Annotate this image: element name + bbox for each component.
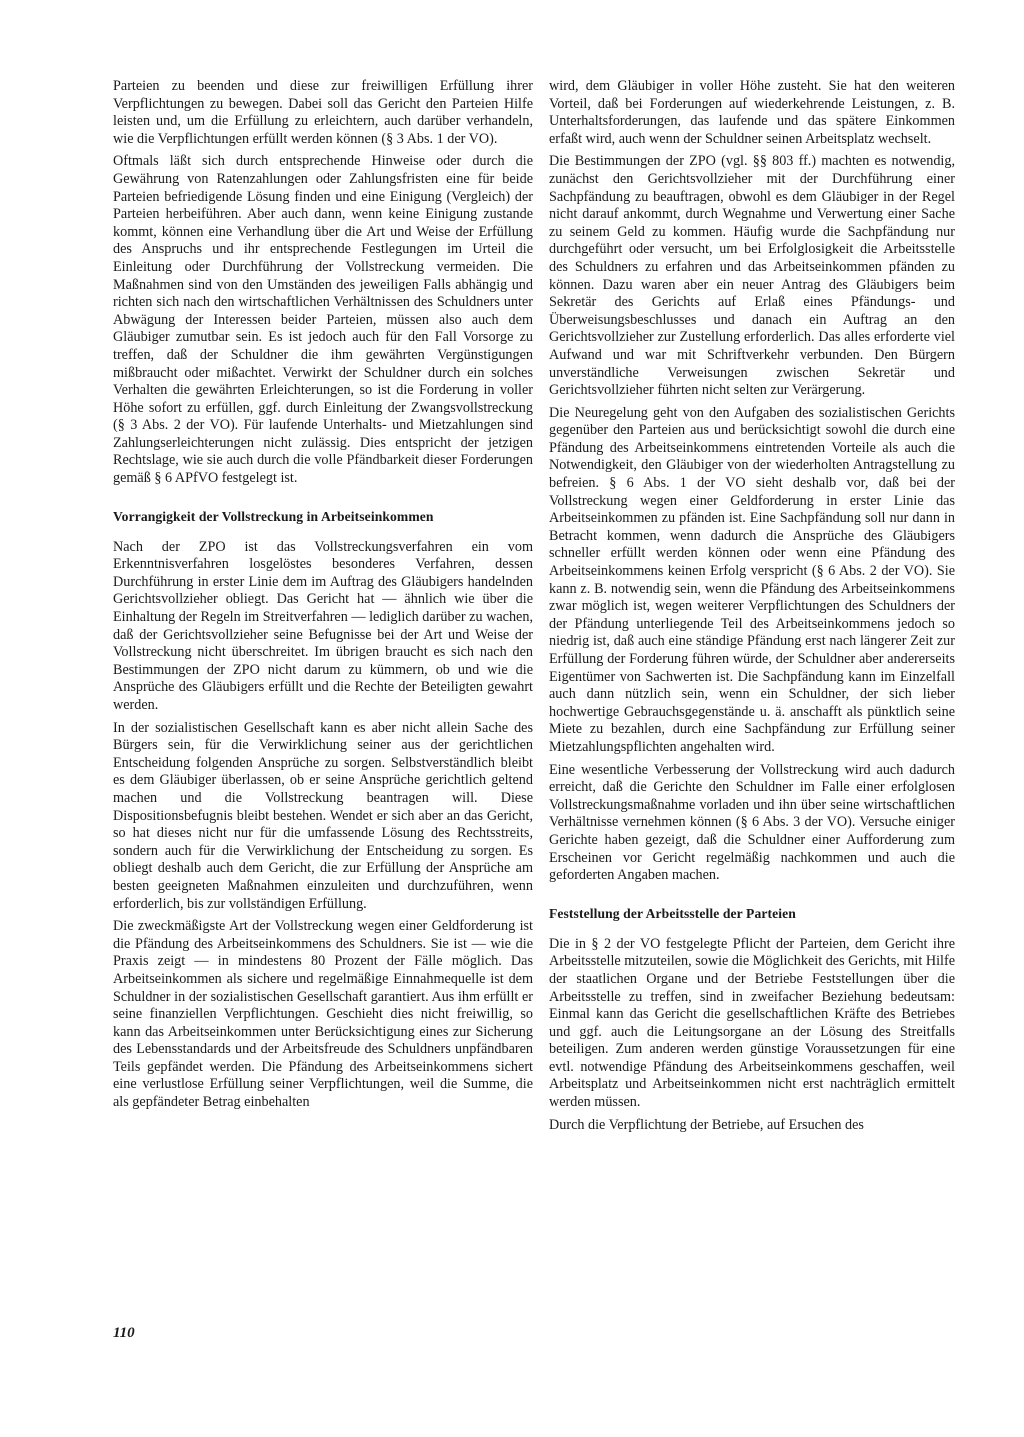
left-paragraph-2: Oftmals läßt sich durch entsprechende Hinweise oder durch die Gewährung von Ratenzahlungen oder Zahlungsfristen eine für beide Parteien befriedigende Lösung finden und eine Einigung (Vergleich) der Parteien herbeiführen. Aber auch dann, wenn keine Einigung zustande kommt, können eine Verhandlung über die Art und Weise der Erfüllung des Anspruchs und ihr entsprechende Festlegungen im Urteil die Einleitung oder Durchführung der Vollstreckung vermeiden. Die Maßnahmen sind von den Umständen des jeweiligen Falls abhängig und richten sich nach den wirtschaftlichen Verhältnissen des Schuldners unter Abwägung der Interessen beider Parteien, müssen also auch dem Gläubiger zumutbar sein. Es ist jedoch auch für den Fall Vorsorge zu treffen, daß der Schuldner die ihm gewährten Vergünstigungen mißbraucht oder mißachtet. Verwirkt der Schuldner durch ein solches Verhalten die gewährten Erleichterungen, so ist die Forderung in voller Höhe sofort zu erfüllen, ggf. durch Einleitung der Zwangsvollstreckung (§ 3 Abs. 2 der VO). Für laufende Unterhalts- und Mietzahlungen sind Zahlungserleichterungen nicht zulässig. Dies entspricht der jetzigen Rechtslage, wie sie auch durch die volle Pfändbarkeit dieser Forderungen gemäß § 6 APfVO festgelegt ist.	[113, 153, 533, 487]
left-paragraph-4: In der sozialistischen Gesellschaft kann es aber nicht allein Sache des Bürgers sein, für die Verwirklichung seiner aus der gerichtlichen Entscheidung folgenden Ansprüche zu sorgen. Selbstverständlich bleibt es dem Gläubiger überlassen, ob er seine Ansprüche gerichtlich geltend machen und die Vollstreckung beantragen will. Diese Dispositionsbefugnis bleibt bestehen. Wendet er sich aber an das Gericht, so hat dieses nicht nur für die umfassende Lösung des Rechtsstreits, sondern auch für die Verwirklichung der Entscheidung zu sorgen. Es obliegt deshalb auch dem Gericht, die zur Erfüllung der Ansprüche am besten geeigneten Maßnahmen einzuleiten und durchzuführen, wenn erforderlich, bis zur vollständigen Erfüllung.	[113, 719, 533, 912]
section-heading-vorrangigkeit: Vorrangigkeit der Vollstreckung in Arbeitseinkommen	[113, 508, 434, 524]
right-paragraph-5: Die in § 2 der VO festgelegte Pflicht der Parteien, dem Gericht ihre Arbeitsstelle mitzuteilen, sowie die Möglichkeit des Gerichts, mit Hilfe der staatlichen Organe und der Betriebe Feststellungen über die Arbeitsstelle zu treffen, sind in zweifacher Beziehung bedeutsam: Einmal kann das Gericht die gesellschaftlichen Kräfte des Betriebes und ggf. auch die Leitungsorgane an der Lösung des Streitfalls beteiligen. Zum anderen werden günstige Voraussetzungen für eine evtl. notwendige Pfändung des Arbeitseinkommens geschaffen, weil Arbeitsplatz und Arbeitseinkommen nicht erst nachträglich ermittelt werden müssen.	[549, 935, 955, 1111]
page-number: 110	[113, 1325, 135, 1341]
left-paragraph-1: Parteien zu beenden und diese zur freiwilligen Erfüllung ihrer Verpflichtungen zu bewegen. Dabei soll das Gericht den Parteien Hilfe leisten und, um die Erfüllung zu erleichtern, auch darüber verhandeln, wie die Verpflichtungen erfüllt werden können (§ 3 Abs. 1 der VO).	[113, 78, 533, 147]
right-paragraph-2: Die Bestimmungen der ZPO (vgl. §§ 803 ff.) machten es notwendig, zunächst den Gerichtsvollzieher mit der Durchführung einer Sachpfändung zu beauftragen, obwohl es dem Gläubiger in der Regel nicht darauf ankommt, durch Wegnahme und Verwertung einer Sache zu seinem Geld zu kommen. Häufig wurde die Sachpfändung nur durchgeführt oder versucht, um bei Erfolglosigkeit die Arbeitsstelle des Schuldners zu erfahren und das Arbeitseinkommen pfänden zu können. Dazu waren aber ein neuer Antrag des Gläubigers beim Sekretär des Gerichts auf Erlaß eines Pfändungs- und Überweisungsbeschlusses und danach ein Auftrag an den Gerichtsvollzieher zur Zustellung erforderlich. Das alles erforderte viel Aufwand und war mit Schriftverkehr verbunden. Den Bürgern unverständliche Verweisungen zwischen Sekretär und Gerichtsvollzieher führten nicht selten zur Verärgerung.	[549, 153, 955, 399]
section-heading-feststellung: Feststellung der Arbeitsstelle der Parteien	[549, 905, 796, 921]
right-paragraph-4: Eine wesentliche Verbesserung der Vollstreckung wird auch dadurch erreicht, daß die Gerichte den Schuldner im Falle einer erfolglosen Vollstreckungsmaßnahme vorladen und ihn über seine wirtschaftlichen Verhältnisse vernehmen können (§ 6 Abs. 3 der VO). Versuche einiger Gerichte haben gezeigt, daß die Schuldner einer Aufforderung zum Erscheinen vor Gericht regelmäßig nachkommen und auch die geforderten Angaben machen.	[549, 761, 955, 884]
right-column	[549, 78, 955, 1139]
right-paragraph-1: wird, dem Gläubiger in voller Höhe zusteht. Sie hat den weiteren Vorteil, daß bei Forderungen auf wiederkehrende Leistungen, z. B. Unterhaltsforderungen, das laufende und das spätere Einkommen erfaßt wird, auch wenn der Schuldner seinen Arbeitsplatz wechselt.	[549, 78, 955, 147]
right-paragraph-6: Durch die Verpflichtung der Betriebe, auf Ersuchen des	[549, 1116, 864, 1133]
left-paragraph-3: Nach der ZPO ist das Vollstreckungsverfahren ein vom Erkenntnisverfahren losgelöstes besonderes Verfahren, dessen Durchführung in erster Linie dem im Auftrag des Gläubigers handelnden Gerichtsvollzieher obliegt. Das Gericht hat — ähnlich wie über die Einhaltung der Regeln im Streitverfahren — lediglich darüber zu wachen, daß der Gerichtsvollzieher seine Befugnisse bei der Art und Weise der Vollstreckung nicht überschreitet. Im übrigen braucht es sich nach den Bestimmungen der ZPO nicht darum zu kümmern, ob und wie die Ansprüche des Gläubigers erfüllt und die Rechte der Beteiligten gewahrt werden.	[113, 538, 533, 713]
right-paragraph-3: Die Neuregelung geht von den Aufgaben des sozialistischen Gerichts gegenüber den Parteien aus und berücksichtigt sowohl die durch eine Pfändung des Arbeitseinkommens eintretenden Vorteile als auch die Notwendigkeit, den Gläubiger von der wiederholten Antragstellung zu befreien. § 6 Abs. 1 der VO sieht deshalb vor, daß bei der Vollstreckung wegen einer Geldforderung in erster Linie das Arbeitseinkommen zu pfänden ist. Eine Sachpfändung soll nur dann in Betracht kommen, wenn dadurch die Ansprüche des Gläubigers schneller erfüllt werden können oder wenn eine Pfändung des Arbeitseinkommens keinen Erfolg verspricht (§ 6 Abs. 2 der VO). Sie kann z. B. notwendig sein, wenn die Pfändung des Arbeitseinkommens zwar möglich ist, wegen weiterer Verpflichtungen des Schuldners der der Pfändung unterliegende Teil des Arbeitseinkommens jedoch so niedrig ist, daß auch eine ständige Pfändung erst nach längerer Zeit zur Erfüllung der Forderung führen würde, der Schuldner aber andererseits Eigentümer von Sachwerten ist. Die Sachpfändung kann im Einzelfall auch dann nützlich sein, wenn ein Schuldner, der sich lieber hochwertige Gebrauchsgegenstände u. ä. anschafft als pünktlich seine Miete zu bezahlen, durch eine Sachpfändung zur Erfüllung seiner Mietzahlungspflichten angehalten wird.	[549, 404, 955, 755]
left-paragraph-5: Die zweckmäßigste Art der Vollstreckung wegen einer Geldforderung ist die Pfändung des Arbeitseinkommens des Schuldners. Sie ist — wie die Praxis zeigt — in mindestens 80 Prozent der Fälle möglich. Das Arbeitseinkommen als sichere und regelmäßige Einnahmequelle ist dem Schuldner in der sozialistischen Gesellschaft garantiert. Aus ihm erfüllt er seine finanziellen Verpflichtungen. Geschieht dies nicht freiwillig, so kann das Arbeitseinkommen unter Berücksichtigung eines zur Sicherung des Lebensstandards und der Arbeitsfreude des Schuldners unpfändbaren Teils gepfändet werden. Die Pfändung des Arbeitseinkommens sichert eine verlustlose Erfüllung seiner Verpflichtungen, weil die Summe, die als gepfändeter Betrag einbehalten	[113, 918, 533, 1111]
left-column	[113, 78, 533, 1117]
